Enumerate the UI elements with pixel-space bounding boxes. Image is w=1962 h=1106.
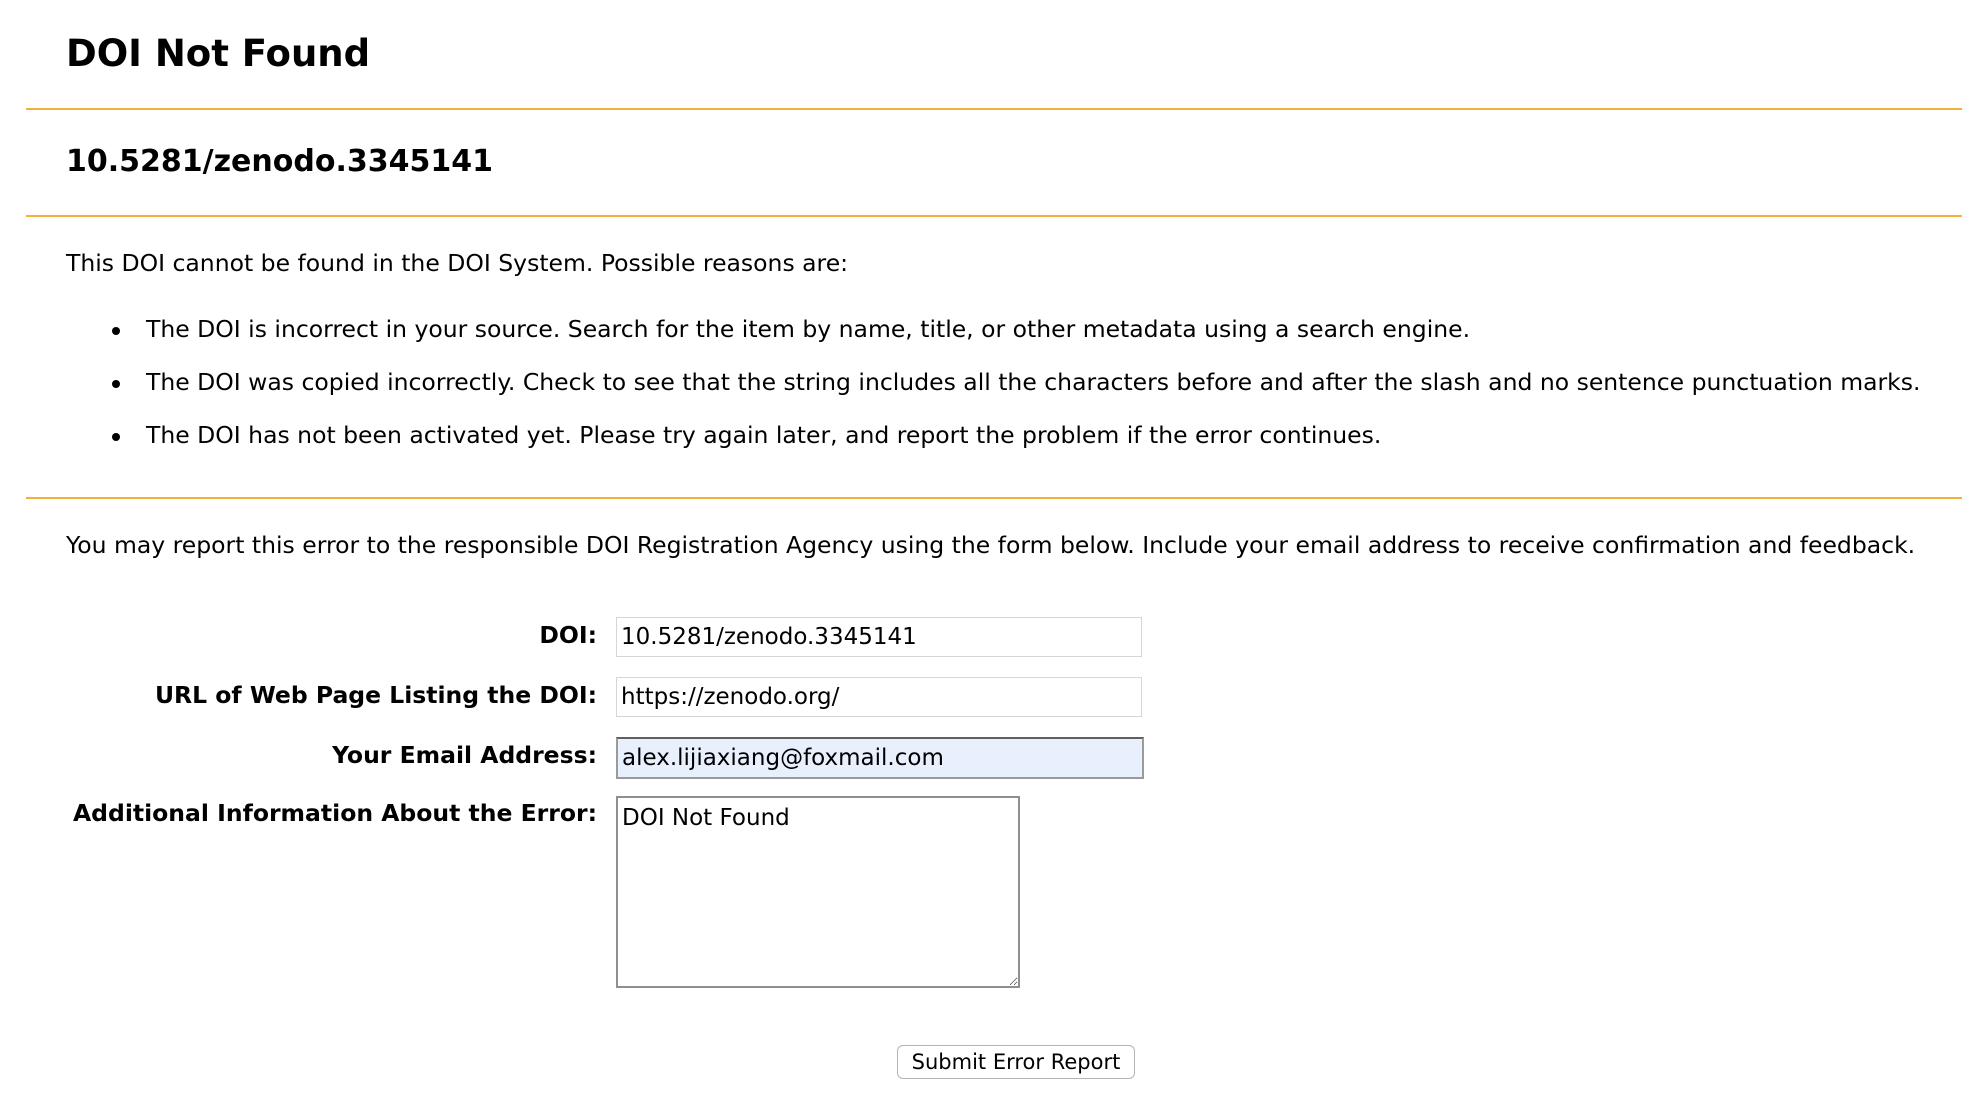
- reason-text: The DOI has not been activated yet. Please try again later, and report the problem if the error continues.: [146, 421, 1382, 449]
- email-label: Your Email Address:: [332, 741, 597, 769]
- doi-heading: 10.5281/zenodo.3345141: [66, 144, 493, 179]
- divider: [26, 497, 1962, 499]
- url-label: URL of Web Page Listing the DOI:: [154, 681, 597, 709]
- bullet-icon: [112, 380, 120, 388]
- bullet-icon: [112, 327, 120, 335]
- doi-label: DOI:: [539, 621, 597, 649]
- url-input[interactable]: [616, 677, 1142, 717]
- bullet-icon: [112, 433, 120, 441]
- submit-error-report-button[interactable]: Submit Error Report: [897, 1045, 1135, 1079]
- email-input[interactable]: [616, 737, 1144, 779]
- reason-text: The DOI was copied incorrectly. Check to see that the string includes all the characters before and after the slash and no sentence punctuation marks.: [146, 368, 1921, 396]
- report-intro: You may report this error to the responsible DOI Registration Agency using the form below. Include your email address to receive confirmation and feedback.: [66, 531, 1916, 559]
- additional-info-label: Additional Information About the Error:: [72, 799, 597, 827]
- divider: [26, 108, 1962, 110]
- page-title: DOI Not Found: [66, 32, 371, 75]
- reason-text: The DOI is incorrect in your source. Search for the item by name, title, or other metadata using a search engine.: [146, 315, 1471, 343]
- doi-input[interactable]: [616, 617, 1142, 657]
- additional-info-textarea[interactable]: [616, 796, 1020, 988]
- reasons-intro: This DOI cannot be found in the DOI System. Possible reasons are:: [66, 249, 849, 277]
- divider: [26, 215, 1962, 217]
